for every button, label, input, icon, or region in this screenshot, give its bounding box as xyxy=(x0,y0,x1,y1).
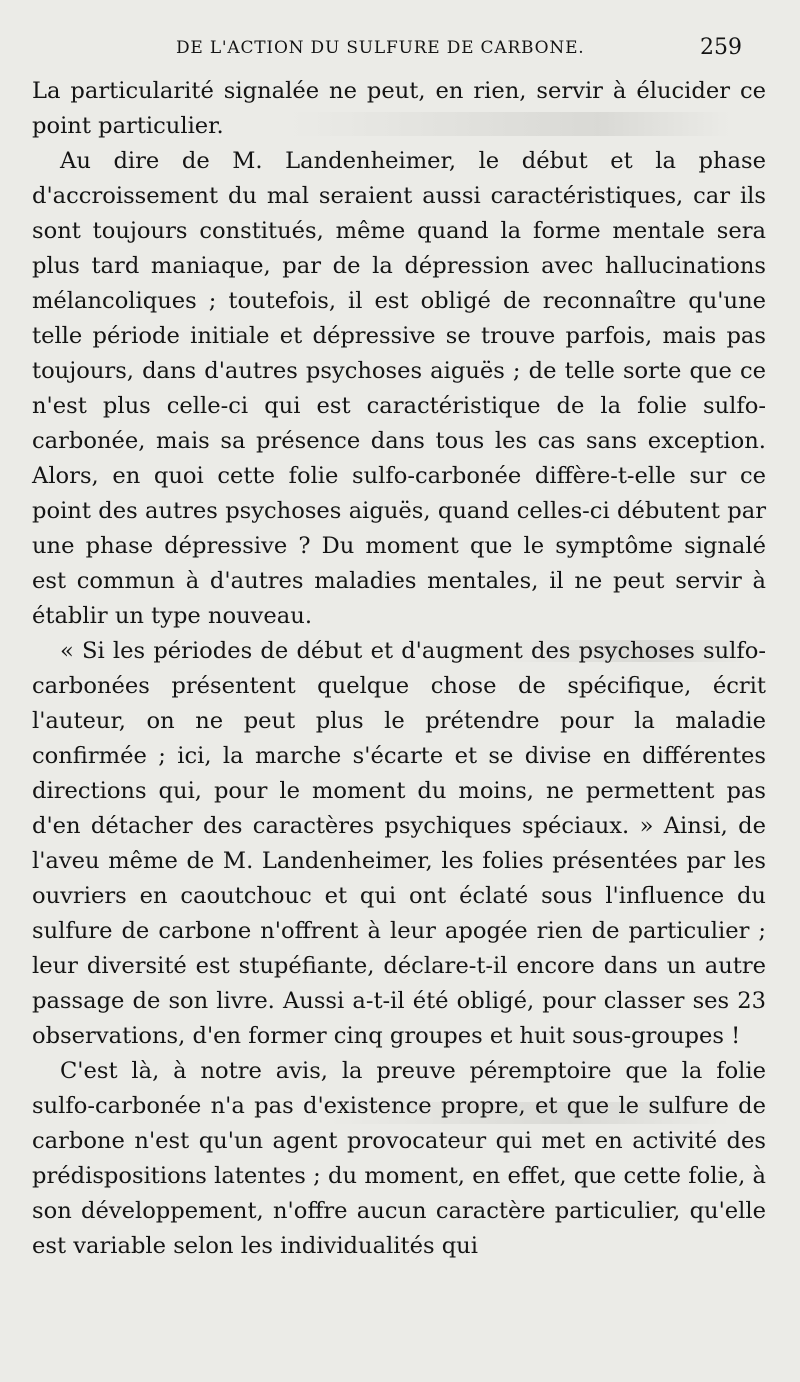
page-header xyxy=(0,28,800,68)
paragraph: La particularité signalée ne peut, en rien, servir à élucider ce point particulier. xyxy=(32,78,766,139)
paragraph: Au dire de M. Landenheimer, le début et la phase d'accroissement du mal seraient aussi caractéristiques, car ils sont toujours constitués, même quand la forme mentale sera plus tard maniaque, par de la dépression avec hallucinations mélancoliques ; toutefois, il est obligé de reconnaître qu'une telle période initiale et dépressive se trouve parfois, mais pas toujours, dans d'autres psychoses aiguës ; de telle sorte que ce n'est plus celle-ci qui est caractéristique de la folie sulfo-carbonée, mais sa présence dans tous les cas sans exception. Alors, en quoi cette folie sulfo-carbonée diffère-t-elle sur ce point des autres psychoses aiguës, quand celles-ci débutent par une phase dépressive ? Du moment que le symptôme signalé est commun à d'autres maladies mentales, il ne peut servir à établir un type nouveau. xyxy=(32,148,766,629)
paragraph: C'est là, à notre avis, la preuve péremptoire que la folie sulfo-carbonée n'a pas d'existence propre, et que le sulfure de carbone n'est qu'un agent provocateur qui met en activité des prédispositions latentes ; du moment, en effet, que cette folie, à son développement, n'offre aucun caractère particulier, qu'elle est variable selon les individualités qui xyxy=(32,1058,766,1259)
paragraph: « Si les périodes de début et d'augment des psychoses sulfo-carbonées présentent quelque chose de spécifique, écrit l'auteur, on ne peut plus le prétendre pour la maladie confirmée ; ici, la marche s'écarte et se divise en différentes directions qui, pour le moment du moins, ne permettent pas d'en détacher des caractères psychiques spéciaux. » Ainsi, de l'aveu même de M. Landenheimer, les folies présentées par les ouvriers en caoutchouc et qui ont éclaté sous l'influence du sulfure de carbone n'offrent à leur apogée rien de particulier ; leur diversité est stupéfiante, déclare-t-il encore dans un autre passage de son livre. Aussi a-t-il été obligé, pour classer ses 23 observations, d'en former cinq groupes et huit sous-groupes ! xyxy=(32,638,766,1049)
page-number: 259 xyxy=(700,35,742,60)
body-text xyxy=(32,74,766,1264)
running-title: DE L'ACTION DU SULFURE DE CARBONE. xyxy=(176,38,585,58)
